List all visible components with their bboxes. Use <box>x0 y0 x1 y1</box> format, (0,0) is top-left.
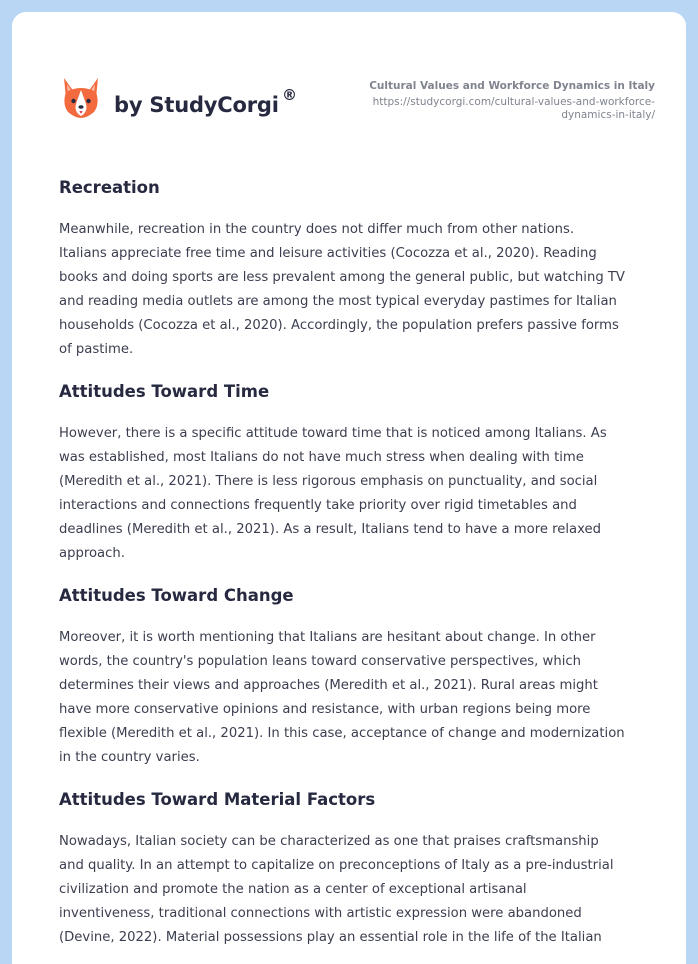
studycorgi-logo[interactable] <box>60 76 310 128</box>
section-attitudes-toward-time <box>59 380 655 566</box>
section-attitudes-toward-material-factors <box>59 788 655 950</box>
section-heading: Attitudes Toward Change <box>59 586 294 605</box>
document-title: Cultural Values and Workforce Dynamics in Italy <box>369 80 655 92</box>
document-page <box>12 12 686 964</box>
section-paragraph: Meanwhile, recreation in the country does not differ much from other nations. Italians appreciate free time and leisure activities (Cocozza et al., 2020). Reading books and doing sports are less prevalent among the general public, but watching TV and reading media outlets are among the most typical everyday pastimes for Italian households (Cocozza et al., 2020). Accordingly, the population prefers passive forms of pastime. <box>59 222 625 357</box>
registered-mark: ® <box>282 86 297 104</box>
section-paragraph: Nowadays, Italian society can be characterized as one that praises craftsmanship and quality. In an attempt to capitalize on preconceptions of Italy as a pre-industrial civilization and promote the nation as a center of exceptional artisanal inventiveness, traditional connections with artistic expression were abandoned (Devine, 2022). Material possessions play an essential role in the life of the Italian <box>59 834 614 945</box>
page-header <box>12 12 686 152</box>
document-url[interactable]: https://studycorgi.com/cultural-values-and-workforce- dynamics-in-italy/ <box>372 96 655 121</box>
section-paragraph: Moreover, it is worth mentioning that Italians are hesitant about change. In other words, the country's population leans toward conservative perspectives, which determines their views and approaches (Meredith et al., 2021). Rural areas might have more conservative opinions and resistance, with urban regions being more flexible (Meredith et al., 2021). In this case, acceptance of change and modernization in the country varies. <box>59 630 625 765</box>
section-paragraph: However, there is a specific attitude toward time that is noticed among Italians. As was established, most Italians do not have much stress when dealing with time (Meredith et al., 2021). There is less rigorous emphasis on punctuality, and social interactions and connections frequently take priority over rigid timetables and deadlines (Meredith et al., 2021). As a result, Italians tend to have a more relaxed approach. <box>59 426 607 561</box>
section-heading: Recreation <box>59 178 160 197</box>
section-recreation <box>59 176 655 362</box>
section-heading: Attitudes Toward Material Factors <box>59 790 376 809</box>
article-content <box>59 176 655 950</box>
logo-text: by StudyCorgi <box>114 93 279 117</box>
section-heading: Attitudes Toward Time <box>59 382 270 401</box>
corgi-logo-icon <box>60 76 102 122</box>
section-attitudes-toward-change <box>59 584 655 770</box>
document-meta <box>325 79 655 122</box>
